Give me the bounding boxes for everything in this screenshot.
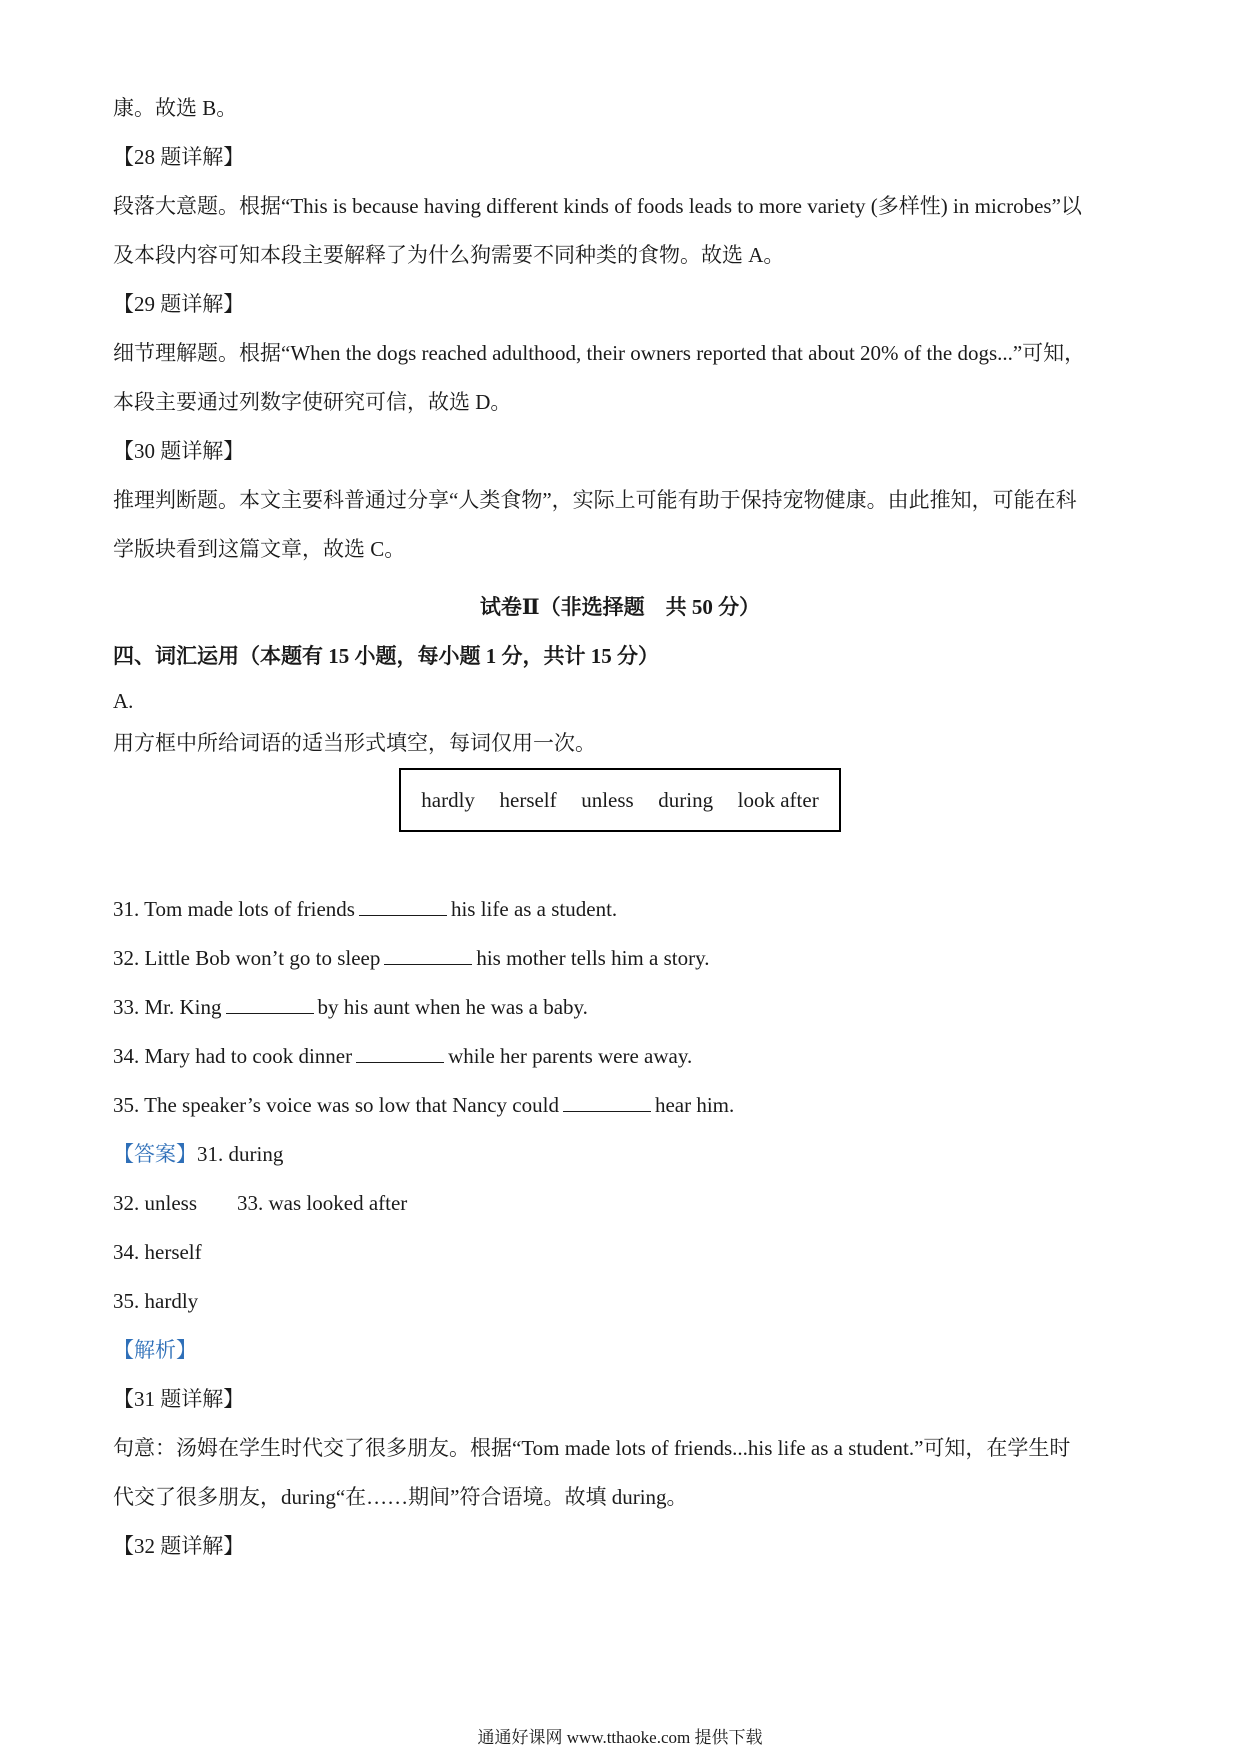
- question-32: [113, 944, 709, 972]
- question-text: hear him.: [654, 1093, 735, 1117]
- part-title: 四、词汇运用（本题有 15 小题，每小题 1 分，共计 15 分）: [113, 644, 659, 668]
- question-text: 34. Mary had to cook dinner: [113, 1044, 353, 1068]
- text-line: 代交了很多朋友，during“在……期间”符合语境。故填 during。: [113, 1485, 688, 1509]
- answer-33: 33. was looked after: [237, 1191, 408, 1215]
- question-text: 32. Little Bob won’t go to sleep: [113, 946, 381, 970]
- answer-31: 31. during: [197, 1142, 284, 1166]
- answer-32: 32. unless: [113, 1191, 197, 1215]
- text-line: 本段主要通过列数字使研究可信，故选 D。: [113, 390, 512, 414]
- question-34: [113, 1042, 692, 1070]
- answer-35: 35. hardly: [113, 1289, 199, 1313]
- question-32-heading: 【32 题详解】: [113, 1534, 245, 1558]
- question-text: 35. The speaker’s voice was so low that Nancy could: [113, 1093, 559, 1117]
- instruction: 用方框中所给词语的适当形式填空，每词仅用一次。: [113, 731, 596, 755]
- question-33: [113, 993, 588, 1021]
- question-35: [113, 1091, 734, 1119]
- question-30-heading: 【30 题详解】: [113, 439, 245, 463]
- answer-blank: [359, 895, 447, 916]
- analysis-label: 【解析】: [113, 1338, 197, 1362]
- question-text: 33. Mr. King: [113, 995, 222, 1019]
- answer-line-31: [113, 1140, 283, 1168]
- question-29-heading: 【29 题详解】: [113, 292, 245, 316]
- text-line: 学版块看到这篇文章，故选 C。: [113, 537, 406, 561]
- question-31: [113, 895, 617, 923]
- word-bank-item: look after: [737, 787, 819, 812]
- question-text: his mother tells him a story.: [476, 946, 710, 970]
- text-line: 推理判断题。本文主要科普通过分享“人类食物”，实际上可能有助于保持宠物健康。由此推知，可能在科: [113, 488, 1077, 512]
- word-bank-box: [399, 768, 841, 832]
- word-bank-item: hardly: [421, 787, 475, 812]
- text-line: 段落大意题。根据“This is because having different kinds of foods leads to more variety (多样性) in microbes”以: [113, 194, 1082, 218]
- sub-label: A.: [113, 689, 134, 713]
- word-bank-item: during: [658, 787, 714, 812]
- answer-blank: [226, 993, 314, 1014]
- section-title: 试卷Ⅱ（非选择题 共 50 分）: [479, 595, 761, 619]
- question-text: his life as a student.: [450, 897, 618, 921]
- word-bank-item: unless: [581, 787, 634, 812]
- text-line: 康。故选 B。: [113, 96, 238, 120]
- question-text: 31. Tom made lots of friends: [113, 897, 355, 921]
- question-text: while her parents were away.: [448, 1044, 693, 1068]
- question-31-heading: 【31 题详解】: [113, 1387, 245, 1411]
- text-line: 句意：汤姆在学生时代交了很多朋友。根据“Tom made lots of friends...his life as a student.”可知，在学生时: [113, 1436, 1071, 1460]
- page-footer: 通通好课网 www.tthaoke.com 提供下载: [477, 1728, 763, 1747]
- answer-34: 34. herself: [113, 1240, 202, 1264]
- answer-blank: [356, 1042, 444, 1063]
- text-line: 细节理解题。根据“When the dogs reached adulthood, their owners reported that about 20% of the dogs...”可知，: [113, 341, 1086, 365]
- answer-line-32-33: [113, 1189, 407, 1217]
- word-bank-item: herself: [499, 787, 557, 812]
- answer-blank: [563, 1091, 651, 1112]
- question-text: by his aunt when he was a baby.: [317, 995, 588, 1019]
- question-28-heading: 【28 题详解】: [113, 145, 245, 169]
- answer-label: 【答案】: [113, 1142, 197, 1166]
- answer-blank: [384, 944, 472, 965]
- text-line: 及本段内容可知本段主要解释了为什么狗需要不同种类的食物。故选 A。: [113, 243, 785, 267]
